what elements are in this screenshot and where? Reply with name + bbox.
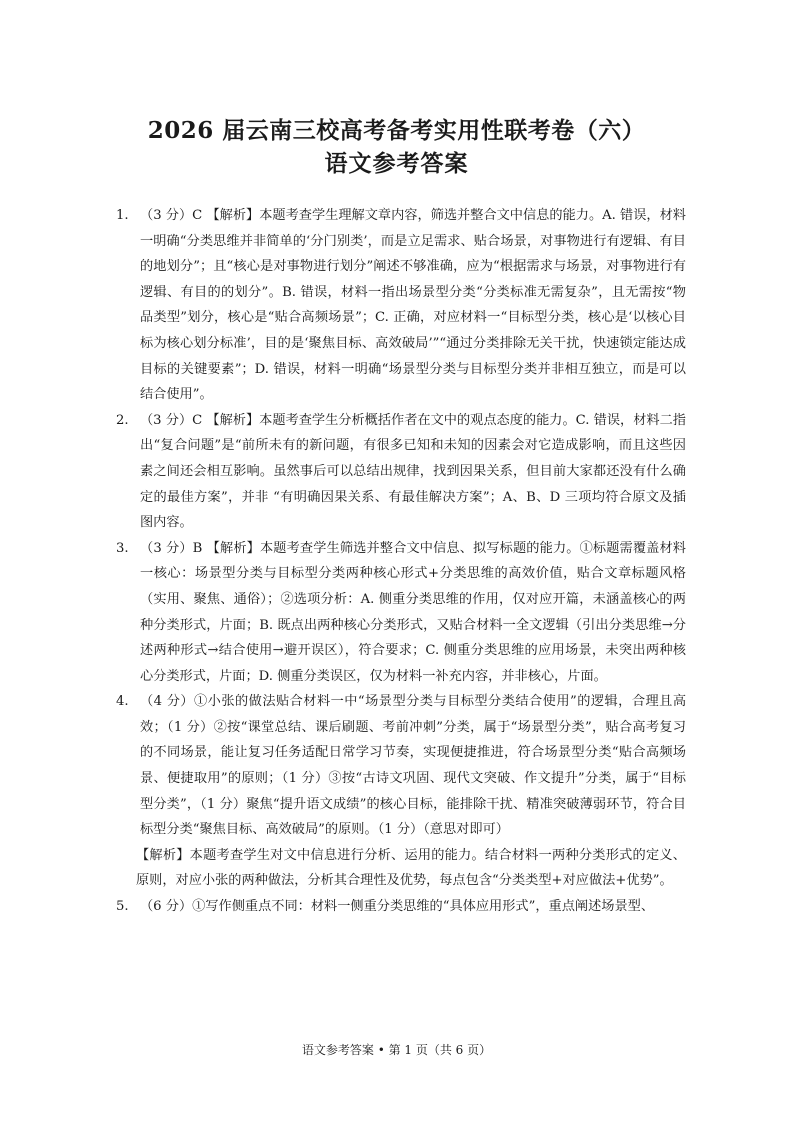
answer-item-5 xyxy=(116,894,686,920)
document-title: 2026 届云南三校高考备考实用性联考卷（六） xyxy=(147,117,646,144)
answer-item-2 xyxy=(116,408,686,536)
item-text: （3 分）C 【解析】本题考查学生分析概括作者在文中的观点态度的能力。C. 错误，材料二指出“复合问题”是“前所未有的新问题，有很多已知和未知的因素会对它造成影响，而且这些因素之间还会相互影响。虽然事后可以总结出规律，找到因果关系，但目前大家都还没有什么确定的最佳方案”，并非 “有明确因果关系、有最佳解决方案”；A、B、D 三项均符合原文及插图内容。 xyxy=(140,412,686,531)
item-text: （3 分）C 【解析】本题考查学生理解文章内容，筛选并整合文中信息的能力。A. 错误，材料一明确“分类思维并非简单的‘分门别类’，而是立足需求、贴合场景，对事物进行有逻辑、有目的地划分”；且“核心是对事物进行划分”阐述不够准确，应为“根据需求与场景，对事物进行有逻辑、有目的的划分”。B. 错误，材料一指出场景型分类“分类标准无需复杂”，且无需按“物品类型”划分，核心是“贴合高频场景”；C. 正确，对应材料一“目标型分类，核心是‘以核心目标为核心划分标准’，目的是‘聚焦目标、高效破局’”“通过分类排除无关干扰，快速锁定能达成目标的关键要素”；D. 错误，材料一明确“场景型分类与目标型分类并非相互独立，而是可以结合使用”。 xyxy=(140,208,686,403)
item-number: 4. xyxy=(116,694,129,710)
item-number: 3. xyxy=(116,540,129,556)
answer-item-4-analysis: 【解析】本题考查学生对文中信息进行分析、运用的能力。结合材料一两种分类形式的定义、原则，对应小张的两种做法，分析其合理性及优势，每点包含“分类类型+对应做法+优势”。 xyxy=(136,847,686,889)
answer-item-3 xyxy=(116,536,686,690)
answer-item-1 xyxy=(116,203,686,408)
item-text: （3 分）B 【解析】本题考查学生筛选并整合文中信息、拟写标题的能力。①标题需覆盖材料一核心：场景型分类与目标型分类两种核心形式+分类思维的高效价值，贴合文章标题风格（实用、聚焦、通俗）；②选项分析：A. 侧重分类思维的作用，仅对应开篇，未涵盖核心的两种分类形式，片面；B. 既点出两种核心分类形式，又贴合材料一全文逻辑（引出分类思维→分述两种形式→结合使用→避开误区），符合要求；C. 侧重分类思维的应用场景，未突出两种核心分类形式，片面；D. 侧重分类误区，仅为材料一补充内容，并非核心，片面。 xyxy=(140,540,686,684)
item-number: 1. xyxy=(116,208,129,223)
item-text: （6 分）①写作侧重点不同：材料一侧重分类思维的“具体应用形式”，重点阐述场景型、 xyxy=(140,899,654,915)
document-subtitle: 语文参考答案 xyxy=(324,150,469,177)
item-number: 2. xyxy=(116,412,129,428)
item-text: （4 分）①小张的做法贴合材料一中“场景型分类与目标型分类结合使用”的逻辑，合理且高效；（1 分）②按“课堂总结、课后刷题、考前冲刺”分类，属于“场景型分类”，贴合高考复习的不同场景，能让复习任务适配日常学习节奏，实现便捷推进，符合场景型分类“贴合高频场景、便捷取用”的原则；（1 分）③按“古诗文巩固、现代文突破、作文提升”分类，属于“目标型分类”，（1 分）聚焦“提升语文成绩”的核心目标，能排除干扰、精准突破薄弱环节，符合目标型分类“聚焦目标、高效破局”的原则。（1 分）（意思对即可） xyxy=(140,694,686,838)
item-number: 5. xyxy=(116,899,129,915)
page-footer: 语文参考答案 • 第 1 页（共 6 页） xyxy=(301,1043,492,1057)
answer-body xyxy=(116,203,686,920)
answer-item-4 xyxy=(116,689,686,843)
